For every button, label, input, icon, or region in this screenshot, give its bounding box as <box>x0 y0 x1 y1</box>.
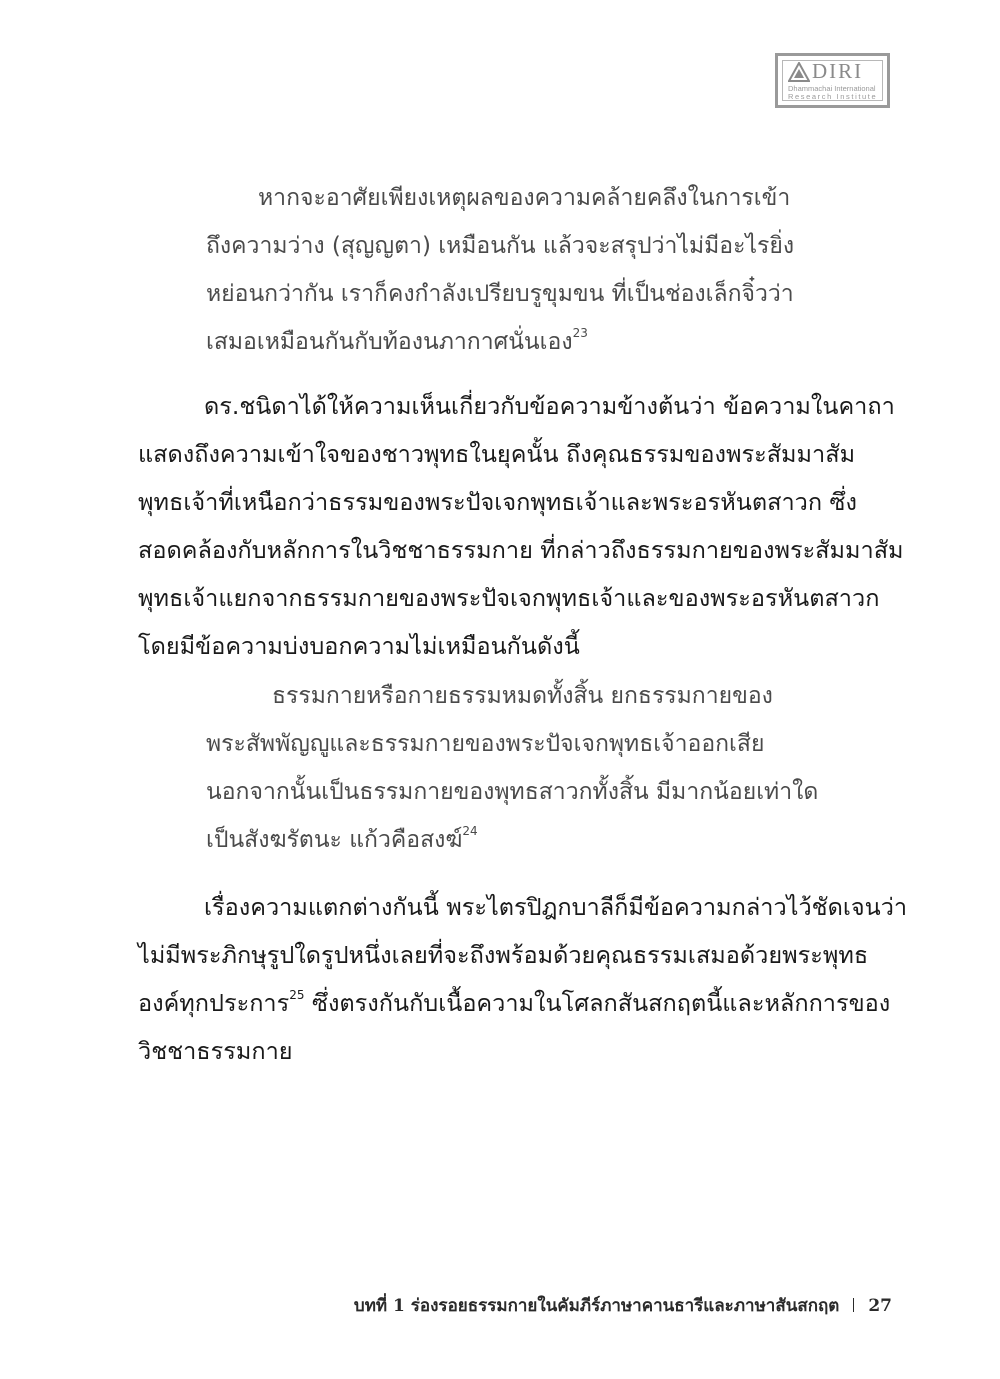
footnote-ref-25[interactable]: 25 <box>289 988 305 1002</box>
paragraph-line <box>138 979 907 1027</box>
paragraph-line: ดร.ชนิดาได้ให้ความเห็นเกี่ยวกับข้อความข้างต้นว่า ข้อความในคาถา <box>204 392 895 420</box>
diri-logo <box>775 53 890 108</box>
chapter-title: บทที่ 1 ร่องรอยธรรมกายในคัมภีร์ภาษาคานธารีและภาษาสันสกฤต <box>353 1296 840 1316</box>
logo-subtitle-line2: Research Institute <box>788 92 878 101</box>
paragraph-line-text: ซึ่งตรงกันกับเนื้อความในโศลกสันสกฤตนี้และหลักการของ <box>304 989 891 1017</box>
paragraph-line: พุทธเจ้าที่เหนือกว่าธรรมของพระปัจเจกพุทธเจ้าและพระอรหันตสาวก ซึ่ง <box>138 488 857 516</box>
footer-separator <box>853 1298 854 1312</box>
paragraph-line-text: องค์ทุกประการ <box>138 989 290 1017</box>
quote-line: หากจะอาศัยเพียงเหตุผลของความคล้ายคลึงในการเข้า <box>258 185 791 211</box>
footnote-ref-24[interactable]: 24 <box>462 824 478 838</box>
running-footer <box>354 1292 892 1320</box>
page-number: 27 <box>868 1296 892 1316</box>
quote-line-text: เป็นสังฆรัตนะ แก้วคือสงฆ์ <box>206 827 463 853</box>
paragraph-line: พุทธเจ้าแยกจากธรรมกายของพระปัจเจกพุทธเจ้าและของพระอรหันตสาวก <box>138 584 880 612</box>
quote-line: นอกจากนั้นเป็นธรรมกายของพุทธสาวกทั้งสิ้น มีมากน้อยเท่าใด <box>206 779 819 805</box>
triangle-logo-icon <box>788 62 810 82</box>
quote-line <box>206 318 794 366</box>
logo-subtitle-line1: Dhammachai International <box>788 84 876 93</box>
paragraph-line: แสดงถึงความเข้าใจของชาวพุทธในยุคนั้น ถึงคุณธรรมของพระสัมมาสัม <box>138 440 856 468</box>
paragraph-line: สอดคล้องกับหลักการในวิชชาธรรมกาย ที่กล่าวถึงธรรมกายของพระสัมมาสัม <box>138 536 904 564</box>
quote-line <box>206 816 818 864</box>
quote-line: หย่อนกว่ากัน เราก็คงกำลังเปรียบรูขุมขน ที่เป็นช่องเล็กจิ๋วว่า <box>206 281 794 307</box>
paragraph-line: วิชชาธรรมกาย <box>138 1037 293 1065</box>
quote-line: พระสัพพัญญูและธรรมกายของพระปัจเจกพุทธเจ้าออกเสีย <box>206 731 765 757</box>
block-quote-1 <box>206 174 794 366</box>
paragraph-line: ไม่มีพระภิกษุรูปใดรูปหนึ่งเลยที่จะถึงพร้อมด้วยคุณธรรมเสมอด้วยพระพุทธ <box>138 941 869 969</box>
quote-line: ธรรมกายหรือกายธรรมหมดทั้งสิ้น ยกธรรมกายของ <box>272 683 773 709</box>
paragraph-line: โดยมีข้อความบ่งบอกความไม่เหมือนกันดังนี้ <box>138 632 580 660</box>
block-quote-2 <box>206 672 818 864</box>
footnote-ref-23[interactable]: 23 <box>572 326 588 340</box>
body-paragraph-1 <box>138 382 904 670</box>
paragraph-line: เรื่องความแตกต่างกันนี้ พระไตรปิฎกบาลีก็มีข้อความกล่าวไว้ชัดเจนว่า <box>204 893 908 921</box>
body-paragraph-2 <box>138 883 907 1075</box>
quote-line-text: เสมอเหมือนกันกับท้องนภากาศนั่นเอง <box>206 329 573 355</box>
quote-line: ถึงความว่าง (สุญญตา) เหมือนกัน แล้วจะสรุปว่าไม่มีอะไรยิ่ง <box>206 233 795 259</box>
logo-wordmark: DIRI <box>812 59 864 83</box>
